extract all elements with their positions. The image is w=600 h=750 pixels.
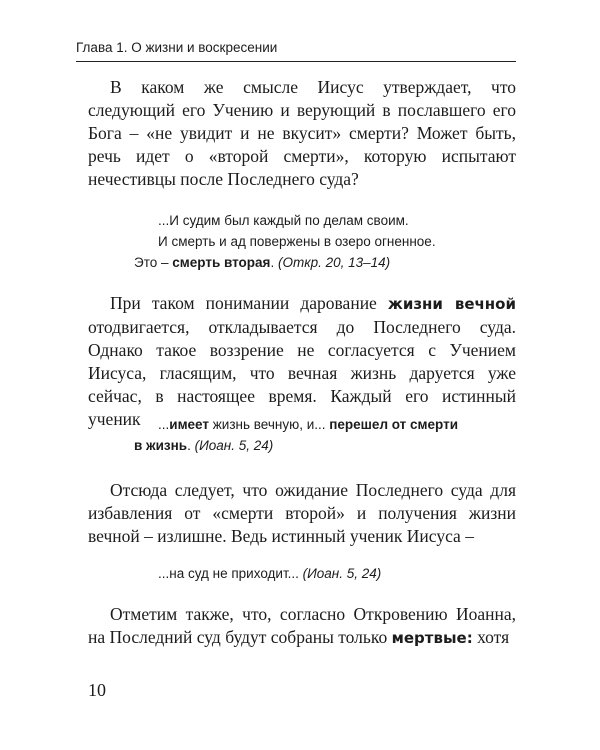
quote-1-suffix: .	[270, 255, 278, 270]
running-header	[76, 40, 516, 62]
quote-1-bold: смерть вторая	[172, 255, 271, 270]
quote-2-reference: (Иоан. 5, 24)	[194, 438, 274, 453]
quote-2-line-1	[134, 414, 458, 435]
paragraph-2-before: При таком понимании дарование	[110, 293, 388, 313]
paragraph-4-before: Отметим также, что, согласно Откровению Иоанна, на Последний суд будут собраны только	[88, 604, 516, 647]
paragraph-1	[88, 76, 516, 191]
quote-2-bold-1: имеет	[169, 417, 210, 432]
quote-1-line-1: ...И судим был каждый по делам своим.	[158, 213, 409, 228]
paragraph-3	[88, 479, 516, 548]
paragraph-2	[88, 292, 516, 431]
quote-revelation	[134, 210, 436, 273]
quote-2-bold-2: перешел от смерти	[329, 417, 459, 432]
quote-john-1	[134, 414, 458, 456]
quote-john-2	[158, 563, 381, 584]
quote-2-mid: жизнь вечную, и...	[209, 417, 330, 432]
paragraph-4-bold: мертвые:	[391, 629, 473, 647]
paragraph-2-bold: жизни вечной	[387, 295, 516, 313]
quote-3-text: ...на суд не приходит...	[158, 566, 303, 581]
quote-3-reference: (Иоан. 5, 24)	[302, 566, 382, 581]
quote-2-bold-3: в жизнь	[134, 438, 188, 453]
quote-1-prefix: Это –	[134, 255, 173, 270]
quote-3-line	[158, 563, 381, 584]
quote-2-mid-2: .	[187, 438, 195, 453]
page-number: 10	[88, 680, 106, 700]
quote-1-line-2: И смерть и ад повержены в озеро огненное.	[158, 234, 436, 249]
quote-2-line-2	[134, 435, 458, 456]
paragraph-1-text: В каком же смысле Иисус утверждает, что следующий его Учению и верующий в пославшего его Бога – «не увидит и не вкусит» смерти? Может быть, речь идет о «второй смерти», которую испытают нечестивцы после Последнего суда?	[88, 77, 516, 189]
paragraph-2-after: отодвигается, откладывается до Последнего суда. Однако такое воззрение не согласуется с Учением Иисуса, гласящим, что вечная жизнь даруется уже сейчас, в настоящее время. Каждый его истинный ученик	[88, 317, 516, 429]
quote-1-reference: (Откр. 20, 13–14)	[277, 255, 391, 270]
paragraph-3-text: Отсюда следует, что ожидание Последнего суда для избавления от «смерти второй» и получения жизни вечной – излишне. Ведь истинный ученик Иисуса –	[88, 480, 516, 546]
paragraph-4-after: хотя	[472, 627, 510, 647]
chapter-title: Глава 1. О жизни и воскресении	[76, 40, 278, 55]
paragraph-4	[88, 603, 516, 650]
quote-2-start: ...	[158, 417, 170, 432]
quote-1-line-3	[134, 252, 436, 273]
